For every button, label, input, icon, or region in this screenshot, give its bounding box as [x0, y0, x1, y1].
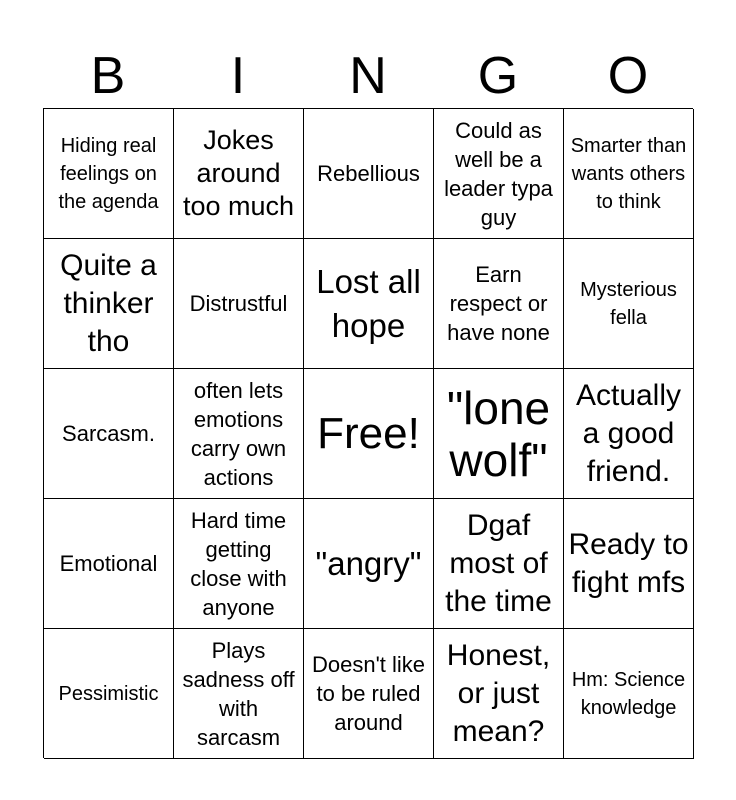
bingo-cell[interactable]: [44, 239, 174, 369]
bingo-cell[interactable]: [434, 109, 564, 239]
header-letter-n: N: [349, 47, 387, 105]
bingo-cell-text: Quite a thinker tho: [60, 248, 157, 358]
bingo-cell-text: Distrustful: [189, 291, 288, 316]
header-letter-i: I: [230, 47, 246, 105]
bingo-cell[interactable]: [44, 109, 174, 239]
bingo-cell[interactable]: [174, 109, 304, 239]
free-space-text: Free!: [317, 408, 420, 458]
bingo-cell-text: Plays sadness off with sarcasm: [182, 637, 295, 750]
bingo-cell-text: Doesn't like to be ruled around: [311, 652, 426, 735]
bingo-cell[interactable]: [174, 239, 304, 369]
bingo-cell-text: Honest, or just mean?: [446, 638, 551, 748]
bingo-cell[interactable]: [564, 109, 694, 239]
bingo-cell-text: "angry": [315, 544, 422, 582]
bingo-cell[interactable]: [434, 239, 564, 369]
bingo-cell-text: Actually a good friend.: [575, 378, 682, 488]
bingo-cell-text: Hm: Science knowledge: [571, 668, 686, 719]
header-letter-o: O: [607, 47, 649, 105]
bingo-cell[interactable]: [44, 629, 174, 759]
bingo-cell-text: Pessimistic: [58, 682, 159, 705]
bingo-header: [43, 46, 693, 108]
bingo-cell-text: Dgaf most of the time: [445, 508, 552, 618]
bingo-cell-text: Hiding real feelings on the agenda: [58, 134, 159, 213]
bingo-cell[interactable]: [434, 369, 564, 499]
bingo-cell[interactable]: [564, 239, 694, 369]
bingo-cell[interactable]: [304, 239, 434, 369]
bingo-cell[interactable]: [564, 369, 694, 499]
bingo-cell-text: Emotional: [59, 551, 158, 576]
bingo-cell-text: "lone wolf": [446, 381, 551, 486]
bingo-cell-text: Earn respect or have none: [447, 262, 550, 345]
bingo-cell[interactable]: [174, 369, 304, 499]
bingo-cell[interactable]: [434, 629, 564, 759]
bingo-cell[interactable]: [434, 499, 564, 629]
bingo-cell-text: Hard time getting close with anyone: [190, 507, 287, 620]
bingo-cell-text: Ready to fight mfs: [568, 527, 689, 599]
bingo-card-grid: [43, 108, 693, 758]
bingo-cell[interactable]: [44, 499, 174, 629]
bingo-cell-text: Smarter than wants others to think: [570, 134, 687, 213]
bingo-cell[interactable]: [44, 369, 174, 499]
bingo-cell[interactable]: [304, 629, 434, 759]
header-letter-g: G: [477, 47, 519, 105]
bingo-cell-text: Mysterious fella: [580, 278, 677, 329]
header-letter-b: B: [90, 47, 126, 105]
bingo-cell[interactable]: [304, 109, 434, 239]
bingo-cell-text: Rebellious: [317, 161, 420, 186]
bingo-cell-text: Sarcasm.: [62, 421, 155, 446]
bingo-cell-text: Could as well be a leader typa guy: [444, 117, 553, 230]
bingo-cell[interactable]: [564, 629, 694, 759]
bingo-cell[interactable]: [174, 629, 304, 759]
bingo-cell[interactable]: [564, 499, 694, 629]
bingo-cell-text: often lets emotions carry own actions: [190, 377, 287, 490]
bingo-cell[interactable]: [174, 499, 304, 629]
bingo-cell-text: Jokes around too much: [182, 125, 295, 221]
bingo-cell[interactable]: [304, 499, 434, 629]
bingo-cell-text: Lost all hope: [316, 262, 421, 344]
bingo-cell-free-space[interactable]: [304, 369, 434, 499]
